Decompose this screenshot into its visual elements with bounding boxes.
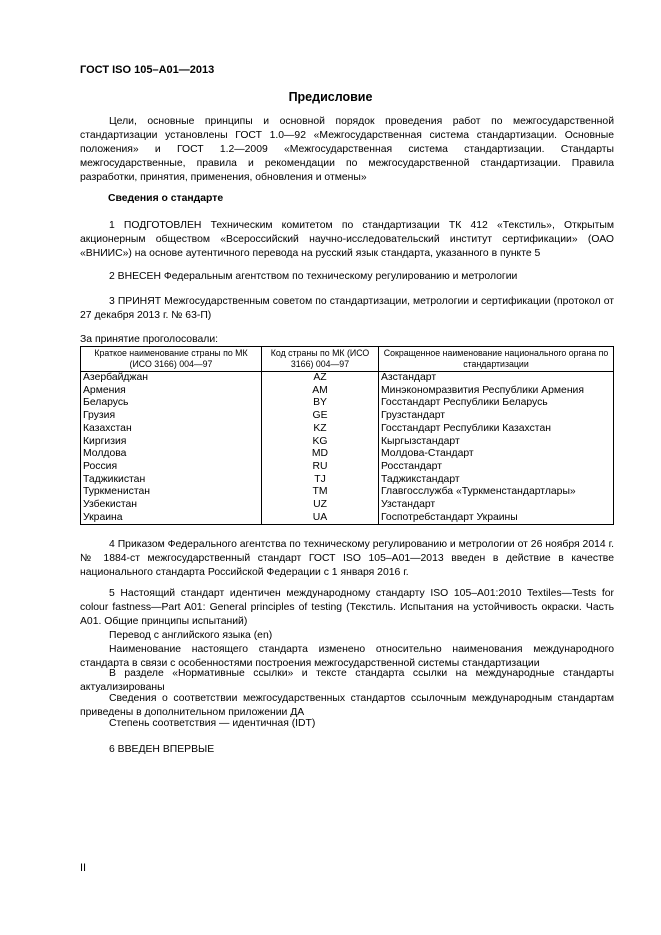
item-4-order: 4 Приказом Федерального агентства по техническому регулированию и метрологии от 26 ноября 2014 г. № 1884-ст межгосударственный стандарт ГОСТ ISO 105–A01—2013 введен в действие в качестве национального стандарта Российской Федерации с 1 января 2016 г.	[80, 539, 614, 578]
item-3-adopted: 3 ПРИНЯТ Межгосударственным советом по стандартизации, метрологии и сертификации (протокол от 27 декабря 2013 г. № 63-П)	[80, 296, 614, 321]
standards-body-cell: Минэкономразвития Республики Армения	[379, 385, 614, 398]
country-name-cell: Россия	[81, 461, 262, 474]
country-name-cell: Армения	[81, 385, 262, 398]
country-code-cell: TM	[262, 486, 379, 499]
table-row	[81, 499, 614, 512]
country-code-cell: AM	[262, 385, 379, 398]
standards-body-cell: Госстандарт Республики Беларусь	[379, 397, 614, 410]
country-code-cell: UA	[262, 512, 379, 525]
column-header-country: Краткое наименование страны по МК (ИСО 3166) 004—97	[81, 347, 262, 372]
country-code-cell: UZ	[262, 499, 379, 512]
voting-countries-table	[80, 346, 614, 525]
item-5-references: В разделе «Нормативные ссылки» и тексте стандарта ссылки на международные стандарты актуализированы	[80, 668, 614, 693]
info-heading: Сведения о стандарте	[108, 193, 224, 204]
country-name-cell: Казахстан	[81, 423, 262, 436]
table-row	[81, 436, 614, 449]
standards-body-cell: Главгосслужба «Туркменстандартлары»	[379, 486, 614, 499]
column-header-code: Код страны по МК (ИСО 3166) 004—97	[262, 347, 379, 372]
item-5-annex: Сведения о соответствии межгосударственных стандартов ссылочным международным стандартам приведены в дополнительном приложении ДА	[80, 693, 614, 718]
standards-body-cell: Молдова-Стандарт	[379, 448, 614, 461]
country-code-cell: GE	[262, 410, 379, 423]
standards-body-cell: Азстандарт	[379, 372, 614, 385]
country-code-cell: KZ	[262, 423, 379, 436]
table-row	[81, 372, 614, 385]
country-name-cell: Киргизия	[81, 436, 262, 449]
table-row	[81, 474, 614, 487]
column-header-body: Сокращенное наименование национального органа по стандартизации	[379, 347, 614, 372]
item-5-identical: 5 Настоящий стандарт идентичен международному стандарту ISO 105–A01:2010 Textiles—Tests for colour fastness—Part A01: General principles of testing (Текстиль. Испытания на устойчивость окраски. Часть A01. Общие принципы испытаний)	[80, 588, 614, 627]
standards-body-cell: Госпотребстандарт Украины	[379, 512, 614, 525]
country-code-cell: TJ	[262, 474, 379, 487]
country-name-cell: Грузия	[81, 410, 262, 423]
country-name-cell: Узбекистан	[81, 499, 262, 512]
country-code-cell: MD	[262, 448, 379, 461]
country-name-cell: Таджикистан	[81, 474, 262, 487]
page-number: II	[80, 862, 87, 874]
standards-body-cell: Узстандарт	[379, 499, 614, 512]
table-row	[81, 448, 614, 461]
table-row	[81, 410, 614, 423]
item-5-degree: Степень соответствия — идентичная (IDT)	[109, 718, 316, 729]
country-code-cell: AZ	[262, 372, 379, 385]
table-row	[81, 423, 614, 436]
vote-caption: За принятие проголосовали:	[80, 334, 219, 345]
foreword-title: Предисловие	[288, 90, 373, 104]
intro-paragraph: Цели, основные принципы и основной порядок проведения работ по межгосударственной стандартизации установлены ГОСТ 1.0—92 «Межгосударственная система стандартизации. Основные положения» и ГОСТ 1.2—2009 «Межгосударственная система стандартизации. Стандарты межгосударственные, правила и рекомендации по межгосударственной стандартизации. Правила разработки, принятия, применения, обновления и отмены»	[80, 116, 614, 183]
standards-body-cell: Грузстандарт	[379, 410, 614, 423]
standards-body-cell: Росстандарт	[379, 461, 614, 474]
item-5-name-change: Наименование настоящего стандарта изменено относительно наименования международного стандарта в связи с особенностями построения межгосударственной системы стандартизации	[80, 644, 614, 669]
item-5-translation: Перевод с английского языка (en)	[109, 630, 273, 641]
country-name-cell: Украина	[81, 512, 262, 525]
country-name-cell: Туркменистан	[81, 486, 262, 499]
table-row	[81, 512, 614, 525]
country-code-cell: BY	[262, 397, 379, 410]
item-2-submitted: 2 ВНЕСЕН Федеральным агентством по техническому регулированию и метрологии	[109, 271, 518, 282]
table-row	[81, 397, 614, 410]
item-6-first-introduced: 6 ВВЕДЕН ВПЕРВЫЕ	[109, 744, 215, 755]
country-code-cell: RU	[262, 461, 379, 474]
standards-body-cell: Госстандарт Республики Казахстан	[379, 423, 614, 436]
table-row	[81, 385, 614, 398]
country-name-cell: Азербайджан	[81, 372, 262, 385]
country-code-cell: KG	[262, 436, 379, 449]
country-name-cell: Молдова	[81, 448, 262, 461]
country-name-cell: Беларусь	[81, 397, 262, 410]
table-row	[81, 486, 614, 499]
standards-body-cell: Кыргызстандарт	[379, 436, 614, 449]
table-row	[81, 461, 614, 474]
document-code: ГОСТ ISO 105–A01—2013	[80, 64, 215, 76]
item-1-prepared: 1 ПОДГОТОВЛЕН Техническим комитетом по стандартизации ТК 412 «Текстиль», Открытым акционерным обществом «Всероссийский научно-исследовательский институт сертификации» (ОАО «ВНИИС») на основе аутентичного перевода на русский язык стандарта, указанного в пункте 5	[80, 220, 614, 259]
standards-body-cell: Таджикстандарт	[379, 474, 614, 487]
